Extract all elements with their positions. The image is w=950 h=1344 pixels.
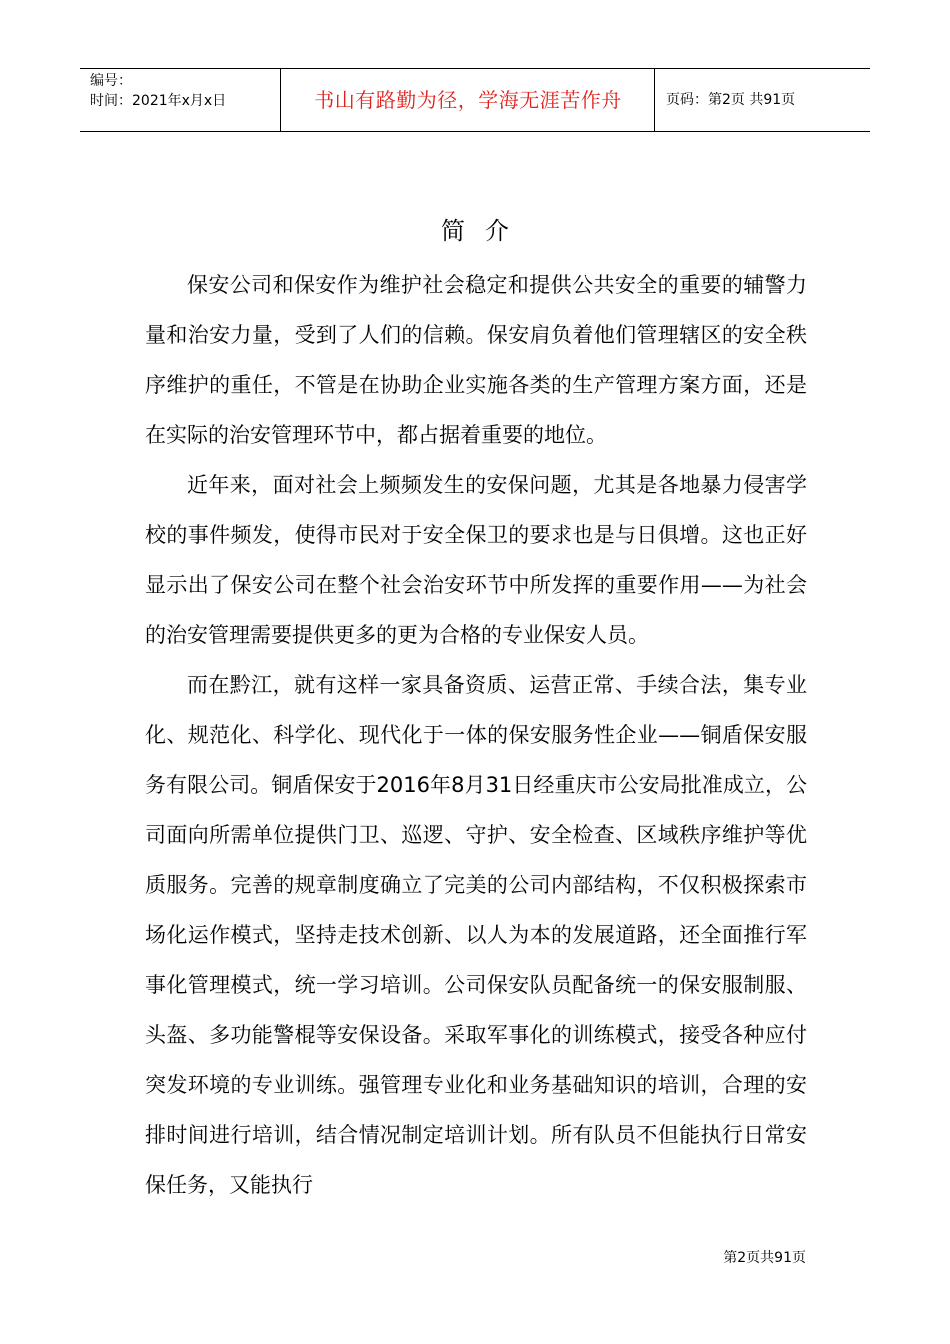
document-date-label: 时间：2021年x月x日 [90,93,227,109]
header-page-number: 页码：第2页 共91页 [666,92,796,108]
header-meta [80,69,280,131]
paragraph: 近年来，面对社会上频频发生的安保问题，尤其是各地暴力侵害学校的事件频发，使得市民对于安全保卫的要求也是与日俱增。这也正好显示出了保安公司在整个社会治安环节中所发挥的重要作用——为社会的治安管理需要提供更多的更为合格的专业保安人员。 [145,473,807,647]
page-title: 简介 [441,217,529,245]
paragraph: 而在黔江，就有这样一家具备资质、运营正常、手续合法，集专业化、规范化、科学化、现代化于一体的保安服务性企业——铜盾保安服务有限公司。铜盾保安于2016年8月31日经重庆市公安局批准成立，公司面向所需单位提供门卫、巡逻、守护、安全检查、区域秩序维护等优质服务。完善的规章制度确立了完美的公司内部结构，不仅积极探索市场化运作模式，坚持走技术创新、以人为本的发展道路，还全面推行军事化管理模式，统一学习培训。公司保安队员配备统一的保安服制服、头盔、多功能警棍等安保设备。采取军事化的训练模式，接受各种应付突发环境的专业训练。强管理专业化和业务基础知识的培训，合理的安排时间进行培训，结合情况制定培训计划。所有队员不但能执行日常安保任务，又能执行 [145,673,807,1197]
header-divider-right [654,69,655,131]
page-footer: 第2页共91页 [723,1250,806,1266]
document-body [145,260,807,1210]
document-number-label: 编号： [90,73,132,89]
header-divider-left [280,69,281,131]
header-motto: 书山有路勤为径，学海无涯苦作舟 [314,88,622,112]
page-header [80,68,870,132]
paragraph: 保安公司和保安作为维护社会稳定和提供公共安全的重要的辅警力量和治安力量，受到了人们的信赖。保安肩负着他们管理辖区的安全秩序维护的重任，不管是在协助企业实施各类的生产管理方案方面，还是在实际的治安管理环节中，都占据着重要的地位。 [145,273,807,447]
